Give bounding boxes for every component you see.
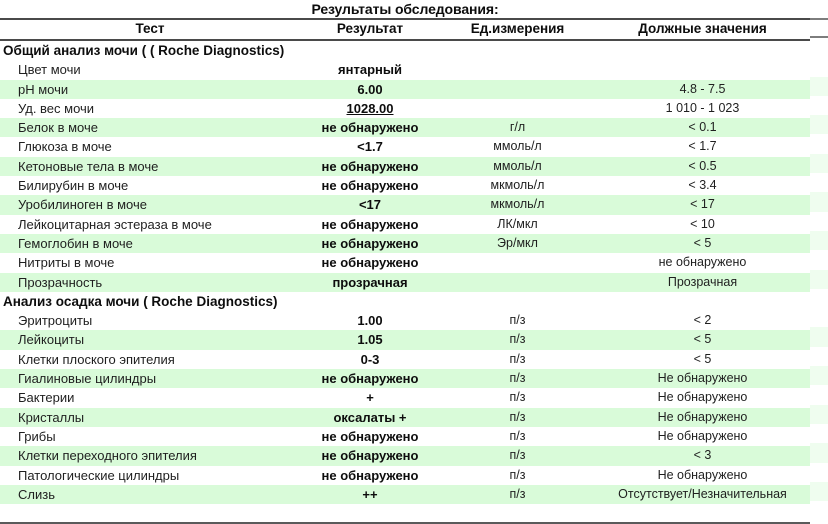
row-test-name: Лейкоциты bbox=[0, 330, 300, 349]
row-result-value: не обнаружено bbox=[300, 215, 440, 234]
row-test-name: Патологические цилиндры bbox=[0, 466, 300, 485]
table-body bbox=[0, 40, 810, 504]
table-row bbox=[0, 273, 810, 292]
row-units: п/з bbox=[440, 427, 595, 446]
section-title: Анализ осадка мочи ( Roche Diagnostics) bbox=[0, 292, 810, 311]
edge-strip-row bbox=[810, 192, 828, 211]
table-row bbox=[0, 234, 810, 253]
column-header-result: Результат bbox=[300, 19, 440, 40]
row-result-value: 1.05 bbox=[300, 330, 440, 349]
table-row bbox=[0, 408, 810, 427]
row-test-name: Гемоглобин в моче bbox=[0, 234, 300, 253]
edge-strip-row bbox=[810, 347, 828, 366]
row-reference-range: < 2 bbox=[595, 311, 810, 330]
row-test-name: Эритроциты bbox=[0, 311, 300, 330]
row-units: п/з bbox=[440, 330, 595, 349]
row-result-value: янтарный bbox=[300, 60, 440, 79]
row-reference-range: < 1.7 bbox=[595, 137, 810, 156]
row-reference-range: Не обнаружено bbox=[595, 388, 810, 407]
table-row bbox=[0, 195, 810, 214]
row-test-name: Слизь bbox=[0, 485, 300, 504]
edge-strip-row bbox=[810, 385, 828, 404]
row-test-name: Грибы bbox=[0, 427, 300, 446]
row-result-value: <1.7 bbox=[300, 137, 440, 156]
row-test-name: Кристаллы bbox=[0, 408, 300, 427]
edge-strip-row bbox=[810, 77, 828, 96]
table-row bbox=[0, 99, 810, 118]
row-result-value: не обнаружено bbox=[300, 427, 440, 446]
edge-strip-row bbox=[810, 443, 828, 462]
edge-strip-row bbox=[810, 250, 828, 269]
row-test-name: Бактерии bbox=[0, 388, 300, 407]
row-units: п/з bbox=[440, 369, 595, 388]
table-row bbox=[0, 215, 810, 234]
row-reference-range: < 5 bbox=[595, 234, 810, 253]
row-units: п/з bbox=[440, 350, 595, 369]
row-reference-range: Не обнаружено bbox=[595, 466, 810, 485]
table-row bbox=[0, 118, 810, 137]
row-test-name: рН мочи bbox=[0, 80, 300, 99]
edge-strip-row bbox=[810, 482, 828, 501]
table-row bbox=[0, 369, 810, 388]
edge-strip-row bbox=[810, 134, 828, 153]
table-row bbox=[0, 253, 810, 272]
row-test-name: Гиалиновые цилиндры bbox=[0, 369, 300, 388]
abnormal-value: 1028.00 bbox=[346, 100, 394, 116]
row-units bbox=[440, 60, 595, 79]
row-units bbox=[440, 273, 595, 292]
section-title: Общий анализ мочи ( ( Roche Diagnostics) bbox=[0, 40, 810, 60]
row-reference-range: Не обнаружено bbox=[595, 408, 810, 427]
row-result-value: не обнаружено bbox=[300, 157, 440, 176]
table-row bbox=[0, 60, 810, 79]
edge-strip-row bbox=[810, 173, 828, 192]
row-units: мкмоль/л bbox=[440, 195, 595, 214]
row-units: п/з bbox=[440, 466, 595, 485]
column-header-units: Ед.измерения bbox=[440, 19, 595, 40]
row-reference-range: Отсутствует/Незначительная bbox=[595, 485, 810, 504]
edge-strip-row bbox=[810, 327, 828, 346]
edge-strip-row bbox=[810, 424, 828, 443]
row-result-value: не обнаружено bbox=[300, 466, 440, 485]
row-test-name: Клетки переходного эпителия bbox=[0, 446, 300, 465]
row-result-value: + bbox=[300, 388, 440, 407]
section-header-row bbox=[0, 292, 810, 311]
row-units: ммоль/л bbox=[440, 157, 595, 176]
table-row bbox=[0, 137, 810, 156]
row-result-value: не обнаружено bbox=[300, 176, 440, 195]
page-edge-strip bbox=[810, 18, 828, 510]
row-units: г/л bbox=[440, 118, 595, 137]
row-reference-range: Не обнаружено bbox=[595, 427, 810, 446]
row-test-name: Белок в моче bbox=[0, 118, 300, 137]
edge-strip-row bbox=[810, 231, 828, 250]
column-header-test: Тест bbox=[0, 19, 300, 40]
row-result-value: <17 bbox=[300, 195, 440, 214]
row-test-name: Цвет мочи bbox=[0, 60, 300, 79]
row-test-name: Уробилиноген в моче bbox=[0, 195, 300, 214]
table-row bbox=[0, 427, 810, 446]
row-reference-range: < 3 bbox=[595, 446, 810, 465]
row-result-value bbox=[300, 99, 440, 118]
row-reference-range: Прозрачная bbox=[595, 273, 810, 292]
row-units bbox=[440, 80, 595, 99]
edge-strip-row bbox=[810, 38, 828, 57]
row-test-name: Кетоновые тела в моче bbox=[0, 157, 300, 176]
edge-strip-row bbox=[810, 115, 828, 134]
edge-strip-row bbox=[810, 463, 828, 482]
table-row bbox=[0, 466, 810, 485]
edge-strip-row bbox=[810, 57, 828, 76]
lab-results-table bbox=[0, 18, 810, 504]
row-units: мкмоль/л bbox=[440, 176, 595, 195]
row-result-value: 0-3 bbox=[300, 350, 440, 369]
edge-strip-row bbox=[810, 212, 828, 231]
row-result-value: не обнаружено bbox=[300, 369, 440, 388]
row-reference-range: 1 010 - 1 023 bbox=[595, 99, 810, 118]
edge-strip-row bbox=[810, 289, 828, 308]
table-header bbox=[0, 19, 810, 40]
row-result-value: 1.00 bbox=[300, 311, 440, 330]
page-title-bar bbox=[0, 0, 828, 18]
row-units bbox=[440, 253, 595, 272]
row-test-name: Клетки плоского эпителия bbox=[0, 350, 300, 369]
edge-strip-row bbox=[810, 405, 828, 424]
table-row bbox=[0, 388, 810, 407]
table-row bbox=[0, 176, 810, 195]
edge-strip-row bbox=[810, 154, 828, 173]
table-row bbox=[0, 350, 810, 369]
edge-strip-row bbox=[810, 366, 828, 385]
row-reference-range: Не обнаружено bbox=[595, 369, 810, 388]
row-units bbox=[440, 99, 595, 118]
row-reference-range: не обнаружено bbox=[595, 253, 810, 272]
row-reference-range: < 5 bbox=[595, 330, 810, 349]
row-reference-range: < 3.4 bbox=[595, 176, 810, 195]
row-reference-range: < 17 bbox=[595, 195, 810, 214]
table-row bbox=[0, 311, 810, 330]
row-test-name: Лейкоцитарная эстераза в моче bbox=[0, 215, 300, 234]
edge-strip-row bbox=[810, 96, 828, 115]
row-result-value: оксалаты + bbox=[300, 408, 440, 427]
row-units: п/з bbox=[440, 485, 595, 504]
row-reference-range: < 10 bbox=[595, 215, 810, 234]
edge-strip-row bbox=[810, 308, 828, 327]
row-reference-range bbox=[595, 60, 810, 79]
section-header-row bbox=[0, 40, 810, 60]
row-test-name: Уд. вес мочи bbox=[0, 99, 300, 118]
row-result-value: ++ bbox=[300, 485, 440, 504]
table-row bbox=[0, 485, 810, 504]
row-result-value: не обнаружено bbox=[300, 446, 440, 465]
page-title: Результаты обследования: bbox=[311, 0, 499, 17]
table-row bbox=[0, 330, 810, 349]
table-row bbox=[0, 157, 810, 176]
row-test-name: Нитриты в моче bbox=[0, 253, 300, 272]
row-reference-range: < 0.5 bbox=[595, 157, 810, 176]
row-result-value: 6.00 bbox=[300, 80, 440, 99]
edge-strip-header bbox=[810, 18, 828, 38]
row-reference-range: 4.8 - 7.5 bbox=[595, 80, 810, 99]
row-result-value: не обнаружено bbox=[300, 118, 440, 137]
row-reference-range: < 0.1 bbox=[595, 118, 810, 137]
column-header-reference: Должные значения bbox=[595, 19, 810, 40]
row-test-name: Билирубин в моче bbox=[0, 176, 300, 195]
row-units: ммоль/л bbox=[440, 137, 595, 156]
table-row bbox=[0, 80, 810, 99]
row-units: п/з bbox=[440, 311, 595, 330]
row-test-name: Глюкоза в моче bbox=[0, 137, 300, 156]
row-units: п/з bbox=[440, 408, 595, 427]
row-units: п/з bbox=[440, 388, 595, 407]
row-units: Эр/мкл bbox=[440, 234, 595, 253]
row-test-name: Прозрачность bbox=[0, 273, 300, 292]
row-reference-range: < 5 bbox=[595, 350, 810, 369]
table-header-row bbox=[0, 19, 810, 40]
edge-strip-row bbox=[810, 270, 828, 289]
table-row bbox=[0, 446, 810, 465]
row-units: ЛК/мкл bbox=[440, 215, 595, 234]
row-result-value: не обнаружено bbox=[300, 253, 440, 272]
row-units: п/з bbox=[440, 446, 595, 465]
row-result-value: прозрачная bbox=[300, 273, 440, 292]
row-result-value: не обнаружено bbox=[300, 234, 440, 253]
